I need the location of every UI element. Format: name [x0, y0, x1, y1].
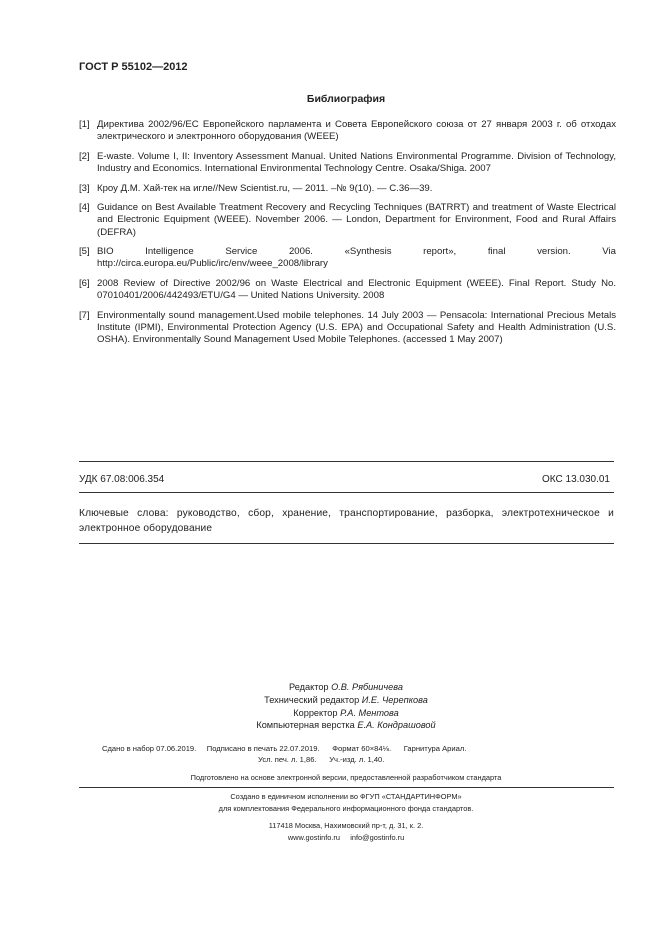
udk-code: УДК 67.08:006.354 — [79, 474, 165, 485]
credit-line — [0, 681, 661, 694]
bibliography-title: Библиография — [306, 93, 386, 105]
item-number: [7] — [79, 309, 90, 321]
item-text: Кроу Д.М. Хай-тек на игле//New Scientist.ru, — 2011. –№ 9(10). — С.36—39. — [97, 182, 433, 194]
bibliography-item — [79, 119, 616, 143]
credit-name: И.Е. Черепкова — [361, 694, 428, 705]
item-number: [4] — [79, 202, 90, 214]
credits-block — [0, 681, 661, 732]
bibliography-item — [79, 183, 616, 195]
source-note: Подготовлено на основе электронной версии, предоставленной разработчиком стандарта — [190, 773, 502, 782]
bibliography-item — [79, 278, 616, 302]
publisher-address: 117418 Москва, Нахимовский пр-т, д. 31, к. 2. — [268, 821, 424, 830]
item-number: [3] — [79, 182, 90, 194]
item-text: Guidance on Best Available Treatment Recovery and Recycling Techniques (BATRRT) and treatment of Waste Electrical and Electronic Equipment (WEEE). November 2006. — London, Department for Environment, Food and Rural Affairs (DEFRA) — [97, 202, 616, 238]
bibliography-item — [79, 151, 616, 175]
credit-role: Технический редактор — [264, 694, 360, 705]
divider-middle — [79, 492, 614, 493]
standard-header: ГОСТ Р 55102—2012 — [79, 61, 188, 73]
bibliography-item — [79, 310, 616, 347]
publisher-contacts: www.gostinfo.ru info@gostinfo.ru — [287, 832, 405, 842]
credit-role: Компьютерная верстка — [256, 720, 355, 731]
item-text: E-waste. Volume I, II: Inventory Assessment Manual. United Nations Environmental Programme. Division of Technology, Industry and Economics. International Environmental Technology Centre. Osaka/Shiga. 2007 — [97, 150, 616, 174]
credit-name: Р.А. Ментова — [340, 707, 399, 718]
divider-top — [79, 461, 614, 462]
credit-line — [0, 694, 661, 707]
publisher-block — [0, 791, 661, 843]
credit-line — [0, 719, 661, 732]
print-sheets: Усл. печ. л. 1,86. Уч.-изд. л. 1,40. — [258, 755, 385, 764]
item-number: [2] — [79, 150, 90, 162]
item-number: [6] — [79, 277, 90, 289]
classification-row — [79, 474, 610, 485]
credit-role: Корректор — [293, 707, 338, 718]
bibliography-list — [79, 119, 616, 354]
keywords: Ключевые слова: руководство, сбор, хранение, транспортирование, разборка, электротехническое и электронное оборудование — [79, 508, 614, 534]
item-text: 2008 Review of Directive 2002/96 on Waste Electrical and Electronic Equipment (WEEE). Final Report. Study No. 07010401/2006/442493/ETU/G4 — United Nations University. 2008 — [97, 277, 616, 302]
item-text: Environmentally sound management.Used mobile telephones. 14 July 2003 — Pensacola: International Precious Metals Institute (IPMI), Environmental Protection Agency (U.S. EPA) and Occupational Safety and Health Administration (U.S. OSHA). Environmentally Sound Management Used Mobile Telephones. (accessed 1 May 2007) — [97, 309, 616, 346]
credit-name: Е.А. Кондрашовой — [357, 720, 436, 731]
bibliography-item — [79, 202, 616, 239]
item-number: [5] — [79, 246, 90, 258]
print-details: Сдано в набор 07.06.2019. Подписано в печать 22.07.2019. Формат 60×84⅛. Гарнитура Ариал. — [102, 744, 467, 753]
credit-role: Редактор — [288, 682, 329, 692]
item-text: BIO Intelligence Service 2006. «Synthesis report», final version. Via http://circa.europa.eu/Public/irc/env/weee_2008/library — [97, 246, 616, 270]
publisher-line: Создано в единичном исполнении во ФГУП «СТАНДАРТИНФОРМ» — [230, 792, 462, 801]
credit-line — [0, 707, 661, 720]
publisher-line: для комплектования Федерального информационного фонда стандартов. — [218, 803, 474, 813]
bibliography-item — [79, 246, 616, 270]
divider-bottom — [79, 543, 614, 544]
oks-code: ОКС 13.030.01 — [542, 474, 610, 485]
credit-name: О.В. Рябиничева — [331, 682, 403, 692]
item-number: [1] — [79, 119, 90, 130]
divider-publisher — [79, 787, 614, 788]
item-text: Директива 2002/96/ЕС Европейского парламента и Совета Европейского союза от 27 января 2003 г. об отходах электрического и электронного оборудования (WEEE) — [97, 119, 616, 143]
